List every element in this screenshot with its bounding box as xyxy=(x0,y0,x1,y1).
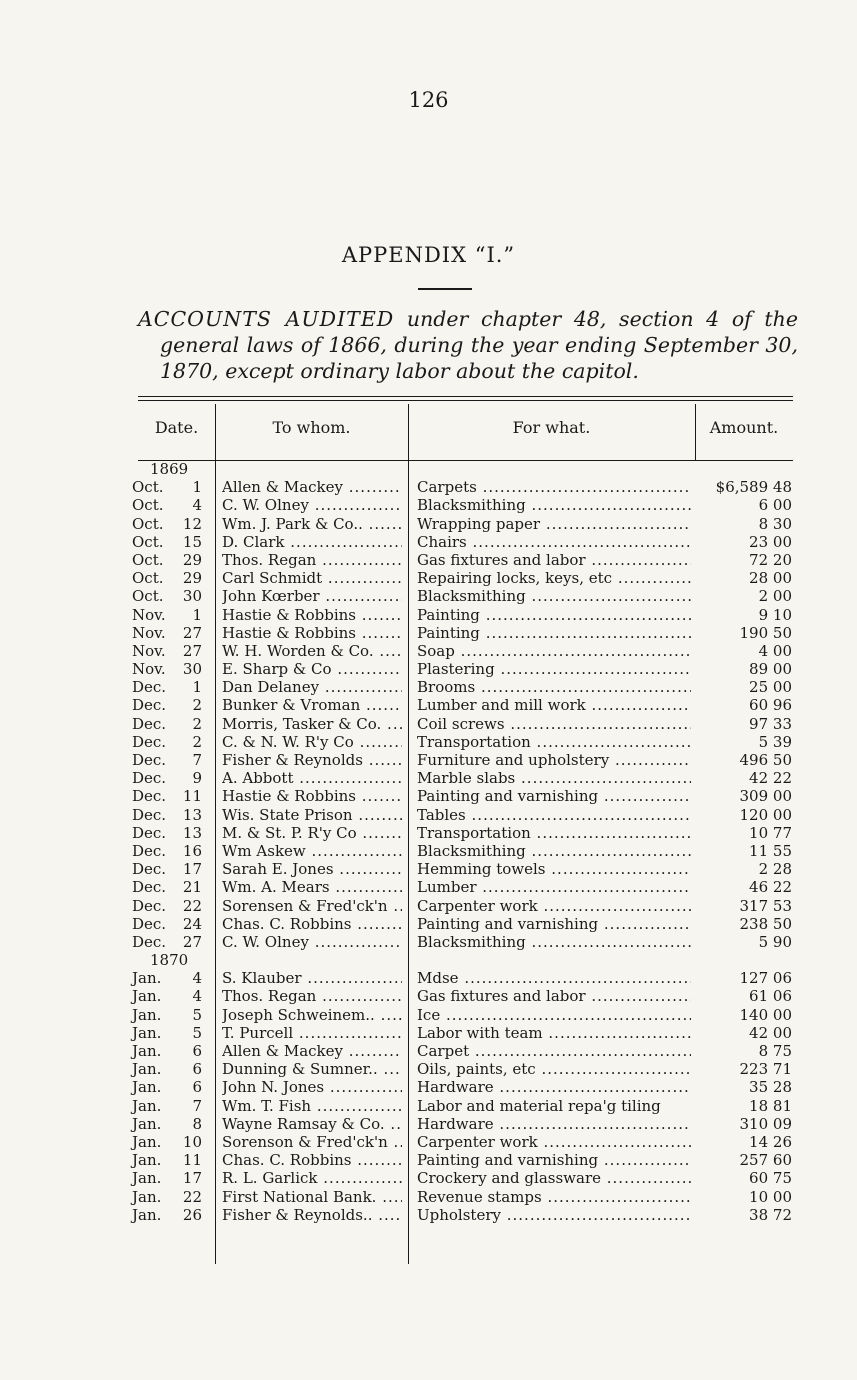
expense-description: Soap ..... xyxy=(417,642,691,660)
table-row xyxy=(0,1042,857,1060)
date-month: Oct. xyxy=(132,478,164,497)
expense-description: Blacksmithing ..... xyxy=(417,933,691,951)
amount-value: 310 09 xyxy=(739,1114,792,1133)
table-row xyxy=(0,878,857,896)
expense-description: Carpenter work ..... xyxy=(417,897,691,915)
expense-description: Marble slabs ..... xyxy=(417,769,691,787)
table-row xyxy=(0,751,857,769)
payee-name: Bunker & Vroman ..... xyxy=(222,696,402,714)
payee-name: Hastie & Robbins ..... xyxy=(222,624,402,642)
table-row xyxy=(0,1006,857,1024)
table-row xyxy=(0,1133,857,1151)
date-day: 26 xyxy=(182,1205,202,1224)
expense-description: Transportation ..... xyxy=(417,733,691,751)
date-month: Dec. xyxy=(132,823,167,842)
amount-value: 120 00 xyxy=(739,805,792,824)
heading-line-3: 1870, except ordinary labor about the capitol. xyxy=(160,359,639,383)
date-month: Dec. xyxy=(132,678,167,697)
date-day: 22 xyxy=(182,896,202,915)
table-row xyxy=(0,569,857,587)
date-day: 1 xyxy=(192,478,202,497)
table-row xyxy=(0,1151,857,1169)
date-day: 2 xyxy=(192,732,202,751)
table-row xyxy=(0,769,857,787)
date-day: 17 xyxy=(182,860,202,879)
heading-caps: ACCOUNTS AUDITED xyxy=(138,307,395,331)
table-row xyxy=(0,1115,857,1133)
table-row xyxy=(0,987,857,1005)
expense-description: Hardware ..... xyxy=(417,1078,691,1096)
payee-name: Sarah E. Jones ..... xyxy=(222,860,402,878)
payee-name: D. Clark ..... xyxy=(222,533,402,551)
amount-value: 11 55 xyxy=(749,841,792,860)
amount-value: 89 00 xyxy=(749,660,792,679)
column-header-whom: To whom. xyxy=(272,418,351,437)
payee-name: John Kœrber ..... xyxy=(222,587,402,605)
payee-name: Joseph Schweinem.. ..... xyxy=(222,1006,402,1024)
expense-description: Upholstery ..... xyxy=(417,1206,691,1224)
date-month: Dec. xyxy=(132,896,167,915)
date-day: 10 xyxy=(182,1132,202,1151)
date-day: 29 xyxy=(182,569,202,588)
date-month: Jan. xyxy=(132,1205,162,1224)
date-day: 27 xyxy=(182,641,202,660)
date-month: Oct. xyxy=(132,532,164,551)
amount-value: 35 28 xyxy=(749,1078,792,1097)
table-row xyxy=(0,624,857,642)
expense-description: Carpets ..... xyxy=(417,478,691,496)
amount-value: 46 22 xyxy=(749,878,792,897)
expense-description: Labor and material repa'g tiling xyxy=(417,1096,661,1115)
date-day: 29 xyxy=(182,550,202,569)
date-month: Jan. xyxy=(132,1078,162,1097)
date-day: 30 xyxy=(182,660,202,679)
date-day: 11 xyxy=(182,787,202,806)
date-day: 13 xyxy=(182,823,202,842)
date-month: Dec. xyxy=(132,860,167,879)
column-header-what: For what. xyxy=(512,418,591,437)
expense-description: Painting ..... xyxy=(417,624,691,642)
payee-name: Morris, Tasker & Co. ..... xyxy=(222,715,402,733)
table-row xyxy=(0,897,857,915)
table-row xyxy=(0,1169,857,1187)
date-month: Oct. xyxy=(132,514,164,533)
column-header-date: Date. xyxy=(154,418,199,437)
table-row xyxy=(0,915,857,933)
expense-description: Ice ..... xyxy=(417,1006,691,1024)
date-day: 17 xyxy=(182,1169,202,1188)
amount-value: 18 81 xyxy=(749,1096,792,1115)
amount-value: 42 22 xyxy=(749,769,792,788)
table-row xyxy=(0,969,857,987)
date-month: Oct. xyxy=(132,569,164,588)
amount-value: 2 00 xyxy=(758,587,792,606)
table-row xyxy=(0,533,857,551)
amount-value: 190 50 xyxy=(739,623,792,642)
date-day: 6 xyxy=(192,1060,202,1079)
amount-value: 9 10 xyxy=(758,605,792,624)
date-day: 4 xyxy=(192,987,202,1006)
date-month: Jan. xyxy=(132,969,162,988)
expense-description: Painting and varnishing ..... xyxy=(417,787,691,805)
payee-name: A. Abbott ..... xyxy=(222,769,402,787)
date-day: 12 xyxy=(182,514,202,533)
table-row xyxy=(0,606,857,624)
date-month: Dec. xyxy=(132,805,167,824)
date-month: Dec. xyxy=(132,714,167,733)
date-month: Dec. xyxy=(132,751,167,769)
date-month: Jan. xyxy=(132,1114,162,1133)
year-label: 1870 xyxy=(150,951,189,970)
payee-name: Dan Delaney ..... xyxy=(222,678,402,696)
amount-value: 97 33 xyxy=(749,714,792,733)
date-day: 1 xyxy=(192,605,202,624)
payee-name: Wis. State Prison ..... xyxy=(222,806,402,824)
table-row xyxy=(0,1206,857,1224)
date-month: Dec. xyxy=(132,932,167,951)
payee-name: S. Klauber ..... xyxy=(222,969,402,987)
expense-description: Painting ..... xyxy=(417,606,691,624)
date-month: Jan. xyxy=(132,1187,162,1206)
amount-value: 8 75 xyxy=(758,1042,792,1060)
date-day: 30 xyxy=(182,587,202,606)
date-day: 5 xyxy=(192,1023,202,1042)
date-day: 2 xyxy=(192,696,202,715)
payee-name: E. Sharp & Co ..... xyxy=(222,660,402,678)
appendix-title: APPENDIX “I.” xyxy=(341,243,516,267)
date-month: Jan. xyxy=(132,1169,162,1188)
date-day: 15 xyxy=(182,532,202,551)
payee-name: Fisher & Reynolds.. ..... xyxy=(222,1206,402,1224)
date-month: Nov. xyxy=(132,605,166,624)
table-row xyxy=(0,787,857,805)
date-day: 7 xyxy=(192,1096,202,1115)
table-row xyxy=(0,642,857,660)
date-month: Dec. xyxy=(132,787,167,806)
payee-name: W. H. Worden & Co. ..... xyxy=(222,642,402,660)
expense-description: Tables ..... xyxy=(417,806,691,824)
expense-description: Hardware ..... xyxy=(417,1115,691,1133)
amount-value: 5 90 xyxy=(758,932,792,951)
table-row xyxy=(0,496,857,514)
amount-value: 14 26 xyxy=(749,1132,792,1151)
payee-name: Sorenson & Fred'ck'n ..... xyxy=(222,1133,402,1151)
expense-description: Crockery and glassware ..... xyxy=(417,1169,691,1187)
payee-name: T. Purcell ..... xyxy=(222,1024,402,1042)
date-month: Jan. xyxy=(132,987,162,1006)
payee-name: Wm. A. Mears ..... xyxy=(222,878,402,896)
expense-description: Revenue stamps ..... xyxy=(417,1188,691,1206)
expense-description: Blacksmithing ..... xyxy=(417,496,691,514)
payee-name: C. W. Olney ..... xyxy=(222,496,402,514)
expense-description: Hemming towels ..... xyxy=(417,860,691,878)
heading-line-2: general laws of 1866, during the year ending September 30, xyxy=(160,333,798,357)
date-day: 11 xyxy=(182,1151,202,1170)
title-rule xyxy=(418,288,472,290)
date-month: Oct. xyxy=(132,550,164,569)
payee-name: Fisher & Reynolds ..... xyxy=(222,751,402,769)
expense-description: Furniture and upholstery ..... xyxy=(417,751,691,769)
date-day: 4 xyxy=(192,969,202,988)
payee-name: Thos. Regan ..... xyxy=(222,551,402,569)
date-month: Dec. xyxy=(132,914,167,933)
payee-name: Thos. Regan ..... xyxy=(222,987,402,1005)
table-row xyxy=(0,824,857,842)
date-month: Jan. xyxy=(132,1060,162,1079)
expense-description: Mdse ..... xyxy=(417,969,691,987)
accounts-table xyxy=(0,460,857,1224)
date-month: Jan. xyxy=(132,1005,162,1024)
date-day: 8 xyxy=(192,1114,202,1133)
date-day: 2 xyxy=(192,714,202,733)
payee-name: Wm. T. Fish ..... xyxy=(222,1097,402,1115)
date-day: 27 xyxy=(182,932,202,951)
amount-value: 496 50 xyxy=(739,751,792,769)
date-day: 6 xyxy=(192,1042,202,1060)
date-month: Dec. xyxy=(132,841,167,860)
table-row xyxy=(0,733,857,751)
payee-name: Wm Askew ..... xyxy=(222,842,402,860)
expense-description: Carpenter work ..... xyxy=(417,1133,691,1151)
table-row xyxy=(0,1060,857,1078)
date-month: Nov. xyxy=(132,641,166,660)
amount-value: 140 00 xyxy=(739,1005,792,1024)
date-month: Jan. xyxy=(132,1132,162,1151)
date-month: Oct. xyxy=(132,587,164,606)
table-row xyxy=(0,587,857,605)
expense-description: Oils, paints, etc ..... xyxy=(417,1060,691,1078)
date-month: Jan. xyxy=(132,1042,162,1060)
table-row xyxy=(0,515,857,533)
table-row xyxy=(0,933,857,951)
expense-description: Repairing locks, keys, etc ..... xyxy=(417,569,691,587)
payee-name: Allen & Mackey ..... xyxy=(222,1042,402,1060)
expense-description: Gas fixtures and labor ..... xyxy=(417,987,691,1005)
year-row xyxy=(0,951,857,969)
table-row xyxy=(0,806,857,824)
date-month: Jan. xyxy=(132,1023,162,1042)
payee-name: C. & N. W. R'y Co ..... xyxy=(222,733,402,751)
heading-line-1 xyxy=(138,306,798,332)
amount-value: 127 06 xyxy=(739,969,792,988)
amount-value: 10 00 xyxy=(749,1187,792,1206)
expense-description: Carpet ..... xyxy=(417,1042,691,1060)
amount-value: 2 28 xyxy=(758,860,792,879)
expense-description: Gas fixtures and labor ..... xyxy=(417,551,691,569)
amount-value: $6,589 48 xyxy=(715,478,792,497)
date-month: Dec. xyxy=(132,769,167,788)
page-number: 126 xyxy=(408,88,449,112)
amount-value: 38 72 xyxy=(749,1205,792,1224)
amount-value: 25 00 xyxy=(749,678,792,697)
expense-description: Chairs ..... xyxy=(417,533,691,551)
date-day: 1 xyxy=(192,678,202,697)
payee-name: Allen & Mackey ..... xyxy=(222,478,402,496)
date-day: 13 xyxy=(182,805,202,824)
amount-value: 8 30 xyxy=(758,514,792,533)
date-day: 21 xyxy=(182,878,202,897)
date-month: Nov. xyxy=(132,660,166,679)
payee-name: Carl Schmidt ..... xyxy=(222,569,402,587)
payee-name: Wm. J. Park & Co.. ..... xyxy=(222,515,402,533)
expense-description: Plastering ..... xyxy=(417,660,691,678)
payee-name: Wayne Ramsay & Co. ..... xyxy=(222,1115,402,1133)
payee-name: Dunning & Sumner.. ..... xyxy=(222,1060,402,1078)
date-day: 5 xyxy=(192,1005,202,1024)
date-day: 24 xyxy=(182,914,202,933)
table-row xyxy=(0,1097,857,1115)
amount-value: 238 50 xyxy=(739,914,792,933)
table-top-rule-inner xyxy=(138,400,793,401)
amount-value: 60 75 xyxy=(749,1169,792,1188)
amount-value: 4 00 xyxy=(758,641,792,660)
heading-line-1-rest: under chapter 48, section 4 of the xyxy=(406,307,798,331)
payee-name: Chas. C. Robbins ..... xyxy=(222,915,402,933)
table-row xyxy=(0,660,857,678)
date-month: Oct. xyxy=(132,496,164,515)
payee-name: C. W. Olney ..... xyxy=(222,933,402,951)
amount-value: 10 77 xyxy=(749,823,792,842)
date-month: Dec. xyxy=(132,878,167,897)
date-day: 22 xyxy=(182,1187,202,1206)
date-month: Jan. xyxy=(132,1096,162,1115)
date-day: 27 xyxy=(182,623,202,642)
amount-value: 61 06 xyxy=(749,987,792,1006)
table-row xyxy=(0,1188,857,1206)
amount-value: 23 00 xyxy=(749,532,792,551)
payee-name: First National Bank. ..... xyxy=(222,1188,402,1206)
table-top-rule xyxy=(138,396,793,397)
table-row xyxy=(0,478,857,496)
year-label: 1869 xyxy=(150,460,189,478)
table-row xyxy=(0,1024,857,1042)
table-row xyxy=(0,715,857,733)
amount-value: 42 00 xyxy=(749,1023,792,1042)
column-header-amount: Amount. xyxy=(709,418,779,437)
year-row xyxy=(0,460,857,478)
amount-value: 72 20 xyxy=(749,550,792,569)
date-month: Nov. xyxy=(132,623,166,642)
amount-value: 317 53 xyxy=(739,896,792,915)
expense-description: Wrapping paper ..... xyxy=(417,515,691,533)
payee-name: Sorensen & Fred'ck'n ..... xyxy=(222,897,402,915)
date-day: 16 xyxy=(182,841,202,860)
expense-description: Blacksmithing ..... xyxy=(417,842,691,860)
amount-value: 28 00 xyxy=(749,569,792,588)
expense-description: Transportation ..... xyxy=(417,824,691,842)
expense-description: Blacksmithing ..... xyxy=(417,587,691,605)
amount-value: 257 60 xyxy=(739,1151,792,1170)
date-day: 4 xyxy=(192,496,202,515)
table-row xyxy=(0,1078,857,1096)
payee-name: Hastie & Robbins ..... xyxy=(222,606,402,624)
date-day: 9 xyxy=(192,769,202,788)
amount-value: 5 39 xyxy=(758,732,792,751)
amount-value: 223 71 xyxy=(739,1060,792,1079)
table-row xyxy=(0,842,857,860)
expense-description: Coil screws ..... xyxy=(417,715,691,733)
expense-description: Lumber and mill work ..... xyxy=(417,696,691,714)
amount-value: 309 00 xyxy=(739,787,792,806)
date-month: Jan. xyxy=(132,1151,162,1170)
table-row xyxy=(0,860,857,878)
expense-description: Painting and varnishing ..... xyxy=(417,1151,691,1169)
expense-description: Lumber ..... xyxy=(417,878,691,896)
section-heading xyxy=(138,306,798,384)
payee-name: M. & St. P. R'y Co ..... xyxy=(222,824,402,842)
date-month: Dec. xyxy=(132,696,167,715)
expense-description: Painting and varnishing ..... xyxy=(417,915,691,933)
payee-name: John N. Jones ..... xyxy=(222,1078,402,1096)
date-day: 6 xyxy=(192,1078,202,1097)
date-month: Dec. xyxy=(132,732,167,751)
table-row xyxy=(0,696,857,714)
payee-name: Hastie & Robbins ..... xyxy=(222,787,402,805)
payee-name: Chas. C. Robbins ..... xyxy=(222,1151,402,1169)
table-row xyxy=(0,551,857,569)
amount-value: 60 96 xyxy=(749,696,792,715)
table-row xyxy=(0,678,857,696)
payee-name: R. L. Garlick ..... xyxy=(222,1169,402,1187)
amount-value: 6 00 xyxy=(758,496,792,515)
expense-description: Brooms ..... xyxy=(417,678,691,696)
expense-description: Labor with team ..... xyxy=(417,1024,691,1042)
date-day: 7 xyxy=(192,751,202,769)
